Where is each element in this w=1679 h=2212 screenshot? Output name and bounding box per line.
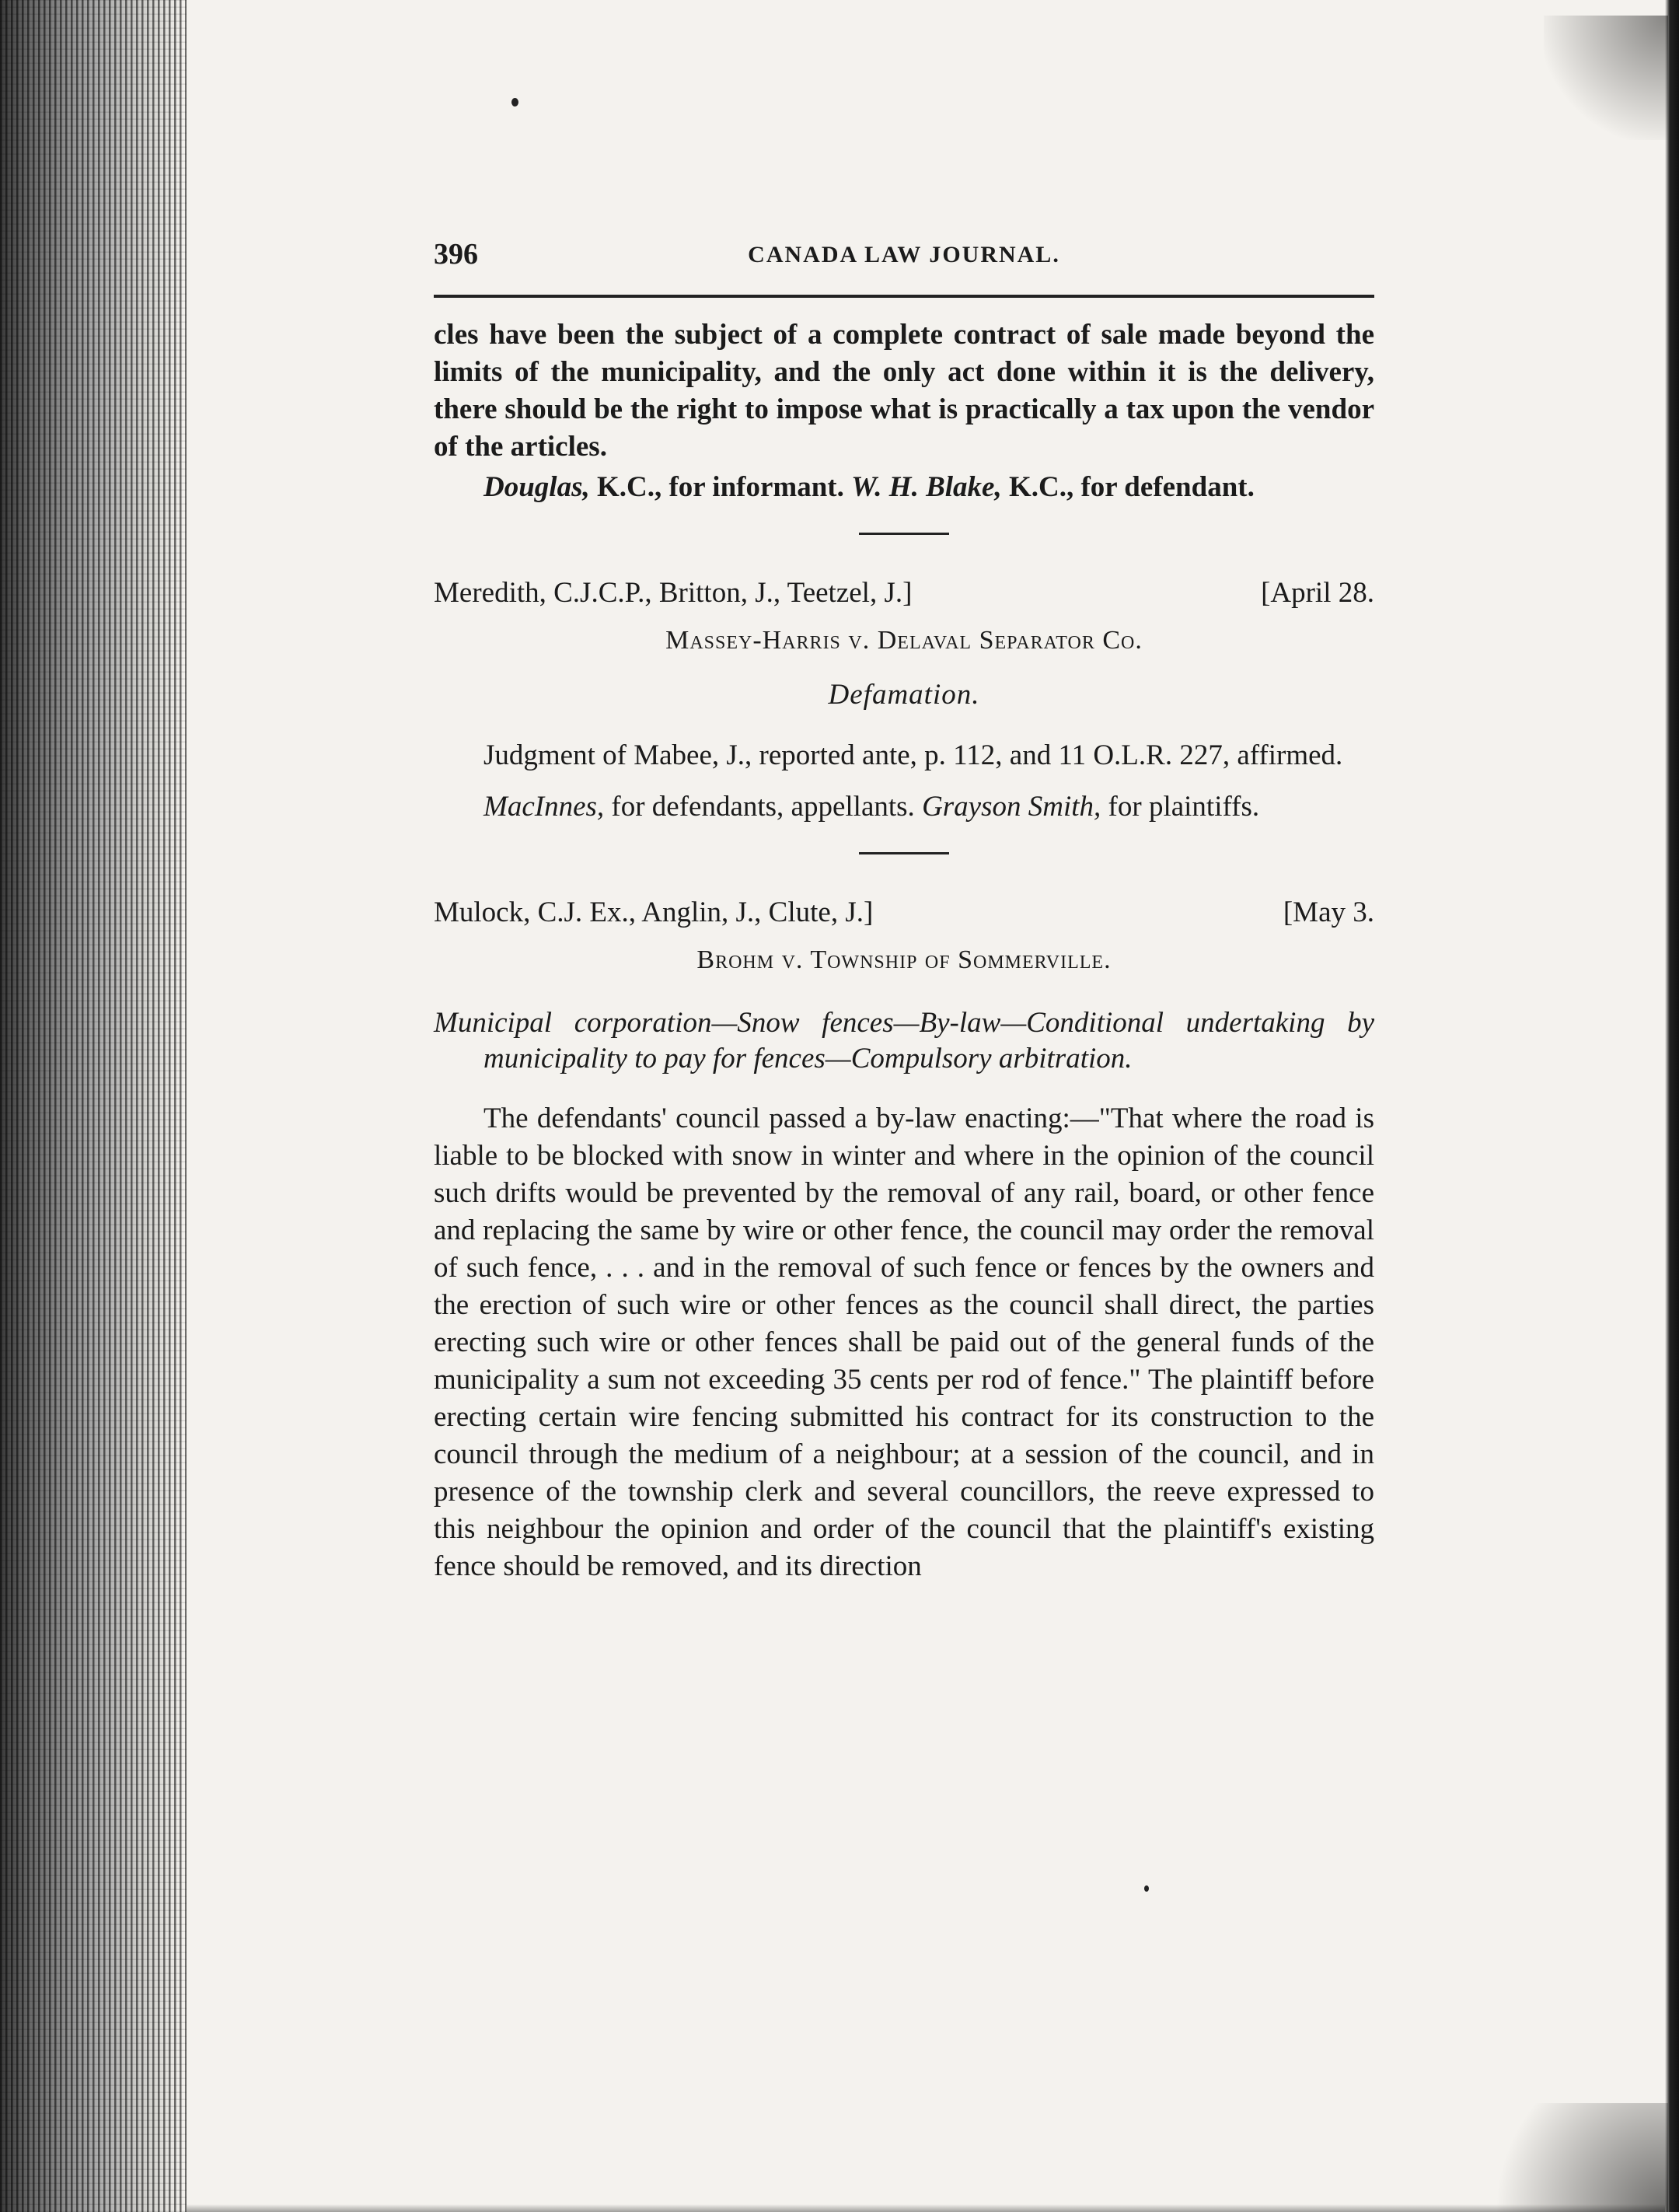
book-gutter-left xyxy=(0,0,187,2212)
counsel-line xyxy=(434,788,1374,826)
judges: Mulock, C.J. Ex., Anglin, J., Clute, J.] xyxy=(434,896,874,928)
journal-title: CANADA LAW JOURNAL. xyxy=(748,242,1060,267)
book-page xyxy=(434,237,1374,1585)
counsel-name: MacInnes, xyxy=(483,791,605,823)
counsel-text: K.C., for defendant. xyxy=(1001,471,1255,503)
page-number: 396 xyxy=(434,238,478,271)
counsel-name: Grayson Smith, xyxy=(922,791,1101,823)
judges: Meredith, C.J.C.P., Britton, J., Teetzel, J.] xyxy=(434,577,913,609)
case-separator xyxy=(859,852,949,854)
judgment-date: [April 28. xyxy=(1261,577,1374,609)
case-separator xyxy=(859,533,949,535)
scan-shadow-bottom-right xyxy=(1466,2103,1668,2212)
running-head xyxy=(434,237,1374,284)
case-title: Brohm v. Township of Sommerville. xyxy=(696,945,1112,974)
judgment-paragraph: Judgment of Mabee, J., reported ante, p. 112, and 11 O.L.R. 227, affirmed. xyxy=(483,739,1343,771)
judges-line xyxy=(434,893,1374,932)
case-brohm xyxy=(434,893,1374,1585)
page-edge-right xyxy=(1665,0,1679,2212)
counsel-text: K.C., for informant. xyxy=(589,471,852,503)
judgment-date: [May 3. xyxy=(1283,896,1374,928)
counsel-name: Douglas, xyxy=(483,471,590,503)
counsel-name: W. H. Blake, xyxy=(851,471,1002,503)
previous-case-ending xyxy=(434,316,1374,506)
header-rule xyxy=(434,295,1374,298)
page-edge-bottom xyxy=(187,2204,1665,2212)
counsel-text: for defendants, appellants. xyxy=(604,791,923,823)
scan-shadow-top-right xyxy=(1544,16,1668,140)
closing-paragraph: cles have been the subject of a complete contract of sale made beyond the limits of the municipality, and the only act done within it is the delivery, there should be the right to impose what is practically a tax upon the vendor of the articles. xyxy=(434,319,1374,463)
counsel-line xyxy=(434,469,1374,506)
headnote: Municipal corporation—Snow fences—By-law—Conditional undertaking by municipality to pay for fences—Compulsory arbitration. xyxy=(434,1007,1374,1075)
judges-line xyxy=(434,574,1374,613)
case-massey-harris xyxy=(434,574,1374,826)
case-body-paragraph: The defendants' council passed a by-law enacting:—"That where the road is liable to be blocked with snow in winter and where in the opinion of the council such drifts would be prevented by the removal of any rail, board, or other fence and replacing the same by wire or other fence, the council may order the removal of such fence, . . . and in the removal of such fence or fences by the owners and the erection of such wire or other fences as the council shall direct, the parties erecting such wire or other fences shall be paid out of the general funds of the municipality a sum not exceeding 35 cents per rod of fence." The plaintiff before erecting certain wire fencing submitted his contract for its construction to the council through the medium of a neighbour; at a session of the council, and in presence of the township clerk and several councillors, the reeve expressed to this neighbour the opinion and order of the council that the plaintiff's existing fence should be removed, and its direction xyxy=(434,1103,1374,1582)
case-topic: Defamation. xyxy=(828,679,980,711)
case-title: Massey-Harris v. Delaval Separator Co. xyxy=(665,626,1143,655)
counsel-text: for plaintiffs. xyxy=(1101,791,1260,823)
scan-speck xyxy=(511,98,518,107)
scan-speck xyxy=(1144,1885,1149,1892)
